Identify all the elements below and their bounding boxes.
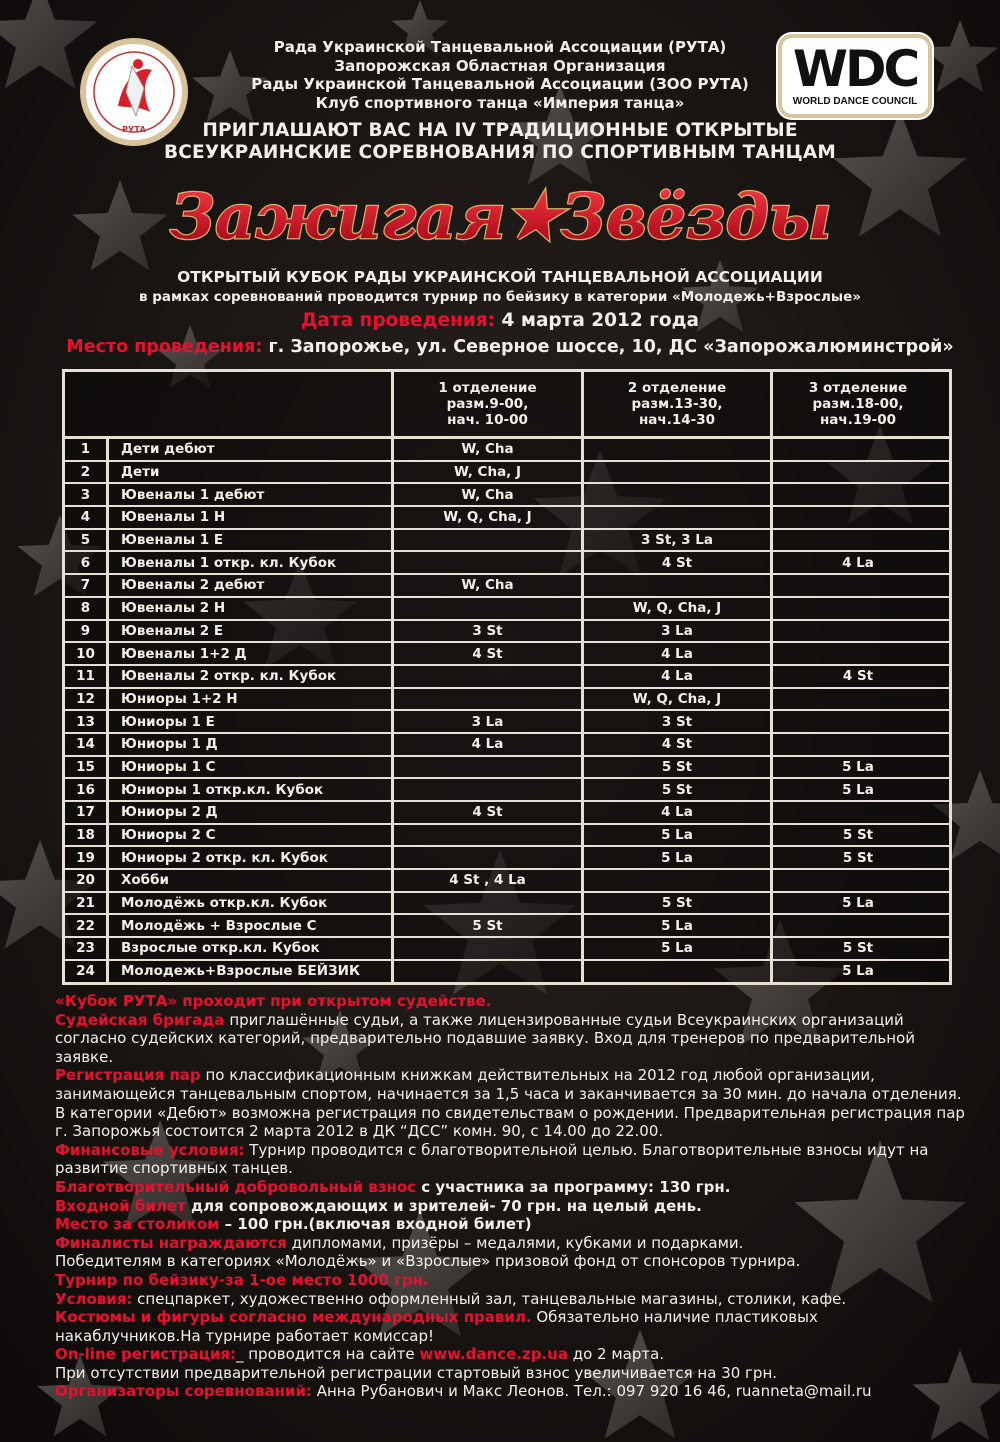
session-3-dances bbox=[773, 598, 943, 619]
cup-title: ОТКРЫТЫЙ КУБОК РАДЫ УКРАИНСКОЙ ТАНЦЕВАЛЬНОЙ АССОЦИАЦИИ bbox=[177, 268, 823, 286]
session-3-dances: 5 La bbox=[842, 758, 874, 775]
session-3-dances bbox=[773, 734, 943, 755]
rule-text: спецпаркет, художественно оформленный зал, танцевальные магазины, столики, кафе. bbox=[132, 1289, 847, 1308]
row-number: 13 bbox=[65, 711, 109, 732]
row-number: 17 bbox=[65, 802, 109, 823]
session-1-dances: W, Q, Cha, J bbox=[394, 507, 584, 528]
table-row bbox=[65, 507, 949, 530]
session-2-dances: 4 La bbox=[584, 802, 773, 823]
org-line: Рада Украинской Танцевальной Ассоциации (РУТА) bbox=[273, 38, 727, 56]
category-name: Ювеналы 2 Н bbox=[109, 598, 394, 619]
table-row bbox=[65, 711, 949, 734]
rule-keyword: Финансовые условия: bbox=[55, 1140, 245, 1159]
session-2-header bbox=[584, 372, 773, 436]
rule-paragraph bbox=[55, 1382, 965, 1401]
event-title-logo bbox=[170, 172, 832, 262]
session-2-dances: 4 La bbox=[584, 666, 773, 687]
rule-text: дипломами, призёры – медалями, кубками и подарками. bbox=[286, 1233, 744, 1252]
rule-paragraph bbox=[55, 1234, 965, 1253]
rule-text: для сопровождающих и зрителей- 70 грн. на целый день. bbox=[185, 1196, 702, 1215]
category-name: Юниоры 2 откр. кл. Кубок bbox=[109, 847, 394, 868]
table-row bbox=[65, 462, 949, 485]
session-2-dances: 4 St bbox=[584, 552, 773, 573]
session-1-dances bbox=[394, 825, 584, 846]
session-3-dances bbox=[773, 575, 943, 596]
place-value: г. Запорожье, ул. Северное шоссе, 10, ДС «Запорожалюминстрой» bbox=[262, 337, 954, 357]
session-1-dances: W, Cha bbox=[394, 439, 584, 460]
session-2-dances bbox=[584, 575, 773, 596]
category-name: Ювеналы 2 Е bbox=[109, 621, 394, 642]
session-2-dances: 3 St bbox=[584, 711, 773, 732]
rule-paragraph bbox=[55, 1345, 965, 1364]
row-number: 8 bbox=[65, 598, 109, 619]
rule-keyword: Судейская бригада bbox=[55, 1010, 225, 1029]
session-2-dances: 4 La bbox=[584, 643, 773, 664]
rule-text: – 100 грн.(включая входной билет) bbox=[219, 1215, 532, 1234]
session-3-dances bbox=[773, 462, 943, 483]
session-start: нач.14-30 bbox=[638, 412, 715, 428]
session-title: 2 отделение bbox=[627, 380, 727, 396]
category-name: Ювеналы 1 дебют bbox=[109, 484, 394, 505]
event-title: Зажигая★Звёзды bbox=[170, 180, 832, 253]
rule-paragraph bbox=[55, 1178, 965, 1197]
organizers-block bbox=[200, 38, 800, 112]
table-row bbox=[65, 802, 949, 825]
row-number: 11 bbox=[65, 666, 109, 687]
rule-keyword: Благотворительный добровольный взнос bbox=[55, 1177, 417, 1196]
session-3-dances: 5 La bbox=[842, 895, 874, 912]
table-row bbox=[65, 893, 949, 916]
date-label: Дата проведения: bbox=[300, 310, 496, 331]
invitation-heading bbox=[130, 120, 870, 164]
session-title: 3 отделение bbox=[808, 380, 908, 396]
session-3-dances bbox=[773, 507, 943, 528]
rule-keyword: On-line регистрация: bbox=[55, 1345, 236, 1364]
table-row bbox=[65, 825, 949, 848]
rule-text: приглашённые судьи, а также лицензированные судьи Всеукраинских организаций согласно судейских категорий, предварительно подавшие заявку. Вход для тренеров по предварительной заявке. bbox=[55, 1010, 916, 1066]
row-number: 15 bbox=[65, 757, 109, 778]
session-3-dances bbox=[773, 439, 943, 460]
row-number: 23 bbox=[65, 938, 109, 959]
row-number: 1 bbox=[65, 439, 109, 460]
row-number: 3 bbox=[65, 484, 109, 505]
session-1-dances: W, Cha, J bbox=[394, 462, 584, 483]
session-1-dances bbox=[394, 847, 584, 868]
rule-paragraph bbox=[55, 1290, 965, 1309]
row-number: 14 bbox=[65, 734, 109, 755]
session-2-dances bbox=[584, 961, 773, 982]
rule-paragraph bbox=[55, 992, 965, 1011]
schedule-header bbox=[65, 372, 949, 439]
table-row bbox=[65, 847, 949, 870]
rule-keyword: Турнир по бейзику-за 1-ое место 1000 грн. bbox=[55, 1270, 429, 1289]
rule-keyword: Организаторы соревнований: bbox=[55, 1382, 312, 1401]
session-2-dances: 5 St bbox=[584, 893, 773, 914]
category-name: Ювеналы 1 Е bbox=[109, 530, 394, 551]
session-3-dances bbox=[773, 915, 943, 936]
session-3-dances: 5 St bbox=[842, 849, 874, 866]
table-row bbox=[65, 439, 949, 462]
rule-text: Анна Рубанович и Макс Леонов. Тел.: 097 920 16 46, ruanneta@mail.ru bbox=[311, 1382, 872, 1401]
rule-text: Турнир проводится с благотворительной целью. Благотворительные взносы идут на развитие спортивных танцев. bbox=[55, 1140, 929, 1178]
rule-paragraph bbox=[55, 1308, 965, 1345]
session-1-dances: W, Cha bbox=[394, 484, 584, 505]
rule-paragraph bbox=[55, 1271, 965, 1290]
session-3-dances bbox=[773, 530, 943, 551]
session-1-dances bbox=[394, 893, 584, 914]
session-3-dances bbox=[773, 711, 943, 732]
session-2-dances: 4 St bbox=[584, 734, 773, 755]
session-3-header bbox=[773, 372, 943, 436]
session-title: 1 отделение bbox=[438, 380, 537, 396]
table-row bbox=[65, 598, 949, 621]
session-3-dances: 4 La bbox=[842, 554, 874, 571]
session-1-dances: 3 La bbox=[394, 711, 584, 732]
session-1-dances: 5 St bbox=[394, 915, 584, 936]
rule-keyword: Условия: bbox=[55, 1289, 133, 1308]
session-2-dances: 5 La bbox=[584, 847, 773, 868]
ruta-logo-text: РУТА bbox=[122, 125, 146, 134]
rule-text: _ проводится на сайте bbox=[235, 1345, 420, 1364]
session-1-dances bbox=[394, 666, 584, 687]
session-3-dances: 5 St bbox=[842, 940, 874, 957]
session-warmup: разм.9-00, bbox=[446, 396, 529, 412]
rule-paragraph bbox=[55, 1252, 965, 1271]
row-number: 20 bbox=[65, 870, 109, 891]
rule-paragraph bbox=[55, 1215, 965, 1234]
session-1-dances bbox=[394, 530, 584, 551]
category-name: Юниоры 2 Д bbox=[109, 802, 394, 823]
row-number: 22 bbox=[65, 915, 109, 936]
session-2-dances: 5 St bbox=[584, 779, 773, 800]
category-name: Юниоры 2 С bbox=[109, 825, 394, 846]
session-2-dances: 5 La bbox=[584, 825, 773, 846]
table-row bbox=[65, 530, 949, 553]
wdc-logo-subtitle: WORLD DANCE COUNCIL bbox=[792, 96, 918, 107]
session-2-dances: W, Q, Cha, J bbox=[584, 598, 773, 619]
table-row bbox=[65, 484, 949, 507]
row-number: 21 bbox=[65, 893, 109, 914]
schedule-table bbox=[62, 369, 952, 985]
event-date bbox=[100, 309, 900, 333]
table-row bbox=[65, 870, 949, 893]
session-start: нач.19-00 bbox=[819, 412, 896, 428]
org-line: Клуб спортивного танца «Империя танца» bbox=[315, 93, 685, 112]
session-warmup: разм.18-00, bbox=[812, 396, 904, 412]
session-1-dances: 4 St , 4 La bbox=[394, 870, 584, 891]
session-2-dances: 3 La bbox=[584, 621, 773, 642]
session-1-dances: 3 St bbox=[394, 621, 584, 642]
session-2-dances bbox=[584, 462, 773, 483]
session-2-dances: W, Q, Cha, J bbox=[584, 689, 773, 710]
row-number: 18 bbox=[65, 825, 109, 846]
rule-paragraph bbox=[55, 1066, 965, 1140]
event-place bbox=[50, 335, 970, 359]
session-3-dances bbox=[773, 484, 943, 505]
category-name: Ювеналы 1 Н bbox=[109, 507, 394, 528]
rule-paragraph bbox=[55, 1141, 965, 1178]
session-1-dances bbox=[394, 689, 584, 710]
session-2-dances bbox=[584, 484, 773, 505]
category-name: Молодёжь откр.кл. Кубок bbox=[109, 893, 394, 914]
date-value: 4 марта 2012 года bbox=[495, 310, 700, 331]
row-number: 4 bbox=[65, 507, 109, 528]
session-1-dances bbox=[394, 938, 584, 959]
table-row bbox=[65, 643, 949, 666]
org-line: Запорожская Областная Организация bbox=[334, 56, 666, 75]
session-2-dances: 5 St bbox=[584, 757, 773, 778]
rule-paragraph bbox=[55, 1011, 965, 1067]
category-name: Юниоры 1 Е bbox=[109, 711, 394, 732]
wdc-logo-letters: WDC bbox=[792, 40, 918, 98]
session-1-dances bbox=[394, 757, 584, 778]
row-number: 16 bbox=[65, 779, 109, 800]
category-name: Юниоры 1+2 Н bbox=[109, 689, 394, 710]
rule-keyword: Костюмы и фигуры согласно международных правил. bbox=[55, 1308, 532, 1327]
category-name: Юниоры 1 С bbox=[109, 757, 394, 778]
session-1-dances: W, Cha bbox=[394, 575, 584, 596]
place-label: Место проведения: bbox=[66, 337, 263, 357]
rule-paragraph bbox=[55, 1364, 965, 1383]
rule-text: Победителям в категориях «Молодёжь» и «Взрослые» призовой фонд от спонсоров турнира. bbox=[55, 1252, 801, 1271]
rule-keyword: Финалисты награждаются bbox=[55, 1233, 287, 1252]
category-name: Хобби bbox=[109, 870, 394, 891]
session-2-dances bbox=[584, 507, 773, 528]
table-row bbox=[65, 938, 949, 961]
row-number: 24 bbox=[65, 961, 109, 982]
invite-line: ВСЕУКРАИНСКИЕ СОРЕВНОВАНИЯ ПО СПОРТИВНЫМ ТАНЦАМ bbox=[163, 142, 837, 163]
row-number: 6 bbox=[65, 552, 109, 573]
session-1-dances bbox=[394, 779, 584, 800]
session-3-dances bbox=[773, 643, 943, 664]
session-start: нач. 10-00 bbox=[447, 412, 528, 428]
row-number: 9 bbox=[65, 621, 109, 642]
session-2-dances: 5 La bbox=[584, 915, 773, 936]
session-3-dances: 5 La bbox=[842, 781, 874, 798]
rules-block bbox=[55, 992, 965, 1401]
session-warmup: разм.13-30, bbox=[631, 396, 723, 412]
session-3-dances bbox=[773, 689, 943, 710]
session-2-dances bbox=[584, 439, 773, 460]
table-row bbox=[65, 552, 949, 575]
row-number: 10 bbox=[65, 643, 109, 664]
session-3-dances bbox=[773, 621, 943, 642]
session-1-dances bbox=[394, 598, 584, 619]
table-row bbox=[65, 621, 949, 644]
row-number: 2 bbox=[65, 462, 109, 483]
category-name: Молодёжь + Взрослые С bbox=[109, 915, 394, 936]
table-row bbox=[65, 689, 949, 712]
session-3-dances bbox=[773, 870, 943, 891]
session-1-dances: 4 La bbox=[394, 734, 584, 755]
org-line: Рады Украинской Танцевальной Ассоциации (ЗОО РУТА) bbox=[251, 75, 749, 93]
session-3-dances: 5 La bbox=[842, 963, 874, 980]
rule-text: При отсутствии предварительной регистрации стартовый взнос увеличивается на 30 грн. bbox=[55, 1363, 778, 1382]
session-1-dances bbox=[394, 961, 584, 982]
session-1-dances: 4 St bbox=[394, 643, 584, 664]
session-1-dances bbox=[394, 552, 584, 573]
row-number: 19 bbox=[65, 847, 109, 868]
wdc-logo bbox=[778, 34, 932, 118]
category-name: Дети дебют bbox=[109, 439, 394, 460]
rule-text: Обязательно наличие пластиковых накаблучников.На турнире работает комиссар! bbox=[55, 1308, 818, 1345]
rule-keyword[interactable]: www.dance.zp.ua bbox=[419, 1345, 568, 1364]
rule-keyword: Регистрация пар bbox=[55, 1066, 201, 1085]
cup-subtitle: в рамках соревнований проводится турнир по бейзику в категории «Молодежь+Взрослые» bbox=[138, 289, 862, 305]
category-name: Взрослые откр.кл. Кубок bbox=[109, 938, 394, 959]
row-number: 7 bbox=[65, 575, 109, 596]
session-2-dances bbox=[584, 870, 773, 891]
table-row bbox=[65, 666, 949, 689]
header-blank-cell bbox=[65, 372, 394, 436]
rule-keyword: Входной билет bbox=[55, 1196, 186, 1215]
rule-text: до 2 марта. bbox=[567, 1345, 665, 1364]
table-row bbox=[65, 779, 949, 802]
rule-keyword: «Кубок РУТА» проходит при открытом судействе. bbox=[55, 992, 492, 1010]
invite-line: ПРИГЛАШАЮТ ВАС НА IV ТРАДИЦИОННЫЕ ОТКРЫТЫЕ bbox=[202, 120, 798, 141]
table-row bbox=[65, 961, 949, 982]
category-name: Ювеналы 1+2 Д bbox=[109, 643, 394, 664]
row-number: 12 bbox=[65, 689, 109, 710]
session-1-header bbox=[394, 372, 584, 436]
rule-paragraph bbox=[55, 1197, 965, 1216]
table-row bbox=[65, 757, 949, 780]
rule-keyword: Место за столиком bbox=[55, 1215, 220, 1234]
rule-text: с участника за программу: 130 грн. bbox=[416, 1177, 731, 1196]
session-2-dances: 3 St, 3 La bbox=[584, 530, 773, 551]
category-name: Ювеналы 1 откр. кл. Кубок bbox=[109, 552, 394, 573]
rule-text: по классификационным книжкам действительных на 2012 год любой организации, занимающейся танцевальным спортом, начинается за 1,5 часа и заканчивается за 30 мин. до начала отделения. В категории «Дебют» возможна регистрация по свидетельствам о рождении. Предварительная регистрация пар г. Запорожья состоится 2 марта 2012 в ДК “ДСС” комн. 90, с 14.00 до 22.00. bbox=[55, 1066, 965, 1141]
session-3-dances bbox=[773, 802, 943, 823]
session-3-dances: 5 St bbox=[842, 827, 874, 844]
table-row bbox=[65, 575, 949, 598]
row-number: 5 bbox=[65, 530, 109, 551]
table-row bbox=[65, 915, 949, 938]
table-row bbox=[65, 734, 949, 757]
session-3-dances: 4 St bbox=[842, 668, 874, 685]
category-name: Ювеналы 2 откр. кл. Кубок bbox=[109, 666, 394, 687]
session-2-dances: 5 La bbox=[584, 938, 773, 959]
category-name: Молодежь+Взрослые БЕЙЗИК bbox=[109, 961, 394, 982]
category-name: Юниоры 1 откр.кл. Кубок bbox=[109, 779, 394, 800]
category-name: Юниоры 1 Д bbox=[109, 734, 394, 755]
category-name: Дети bbox=[109, 462, 394, 483]
session-1-dances: 4 St bbox=[394, 802, 584, 823]
category-name: Ювеналы 2 дебют bbox=[109, 575, 394, 596]
